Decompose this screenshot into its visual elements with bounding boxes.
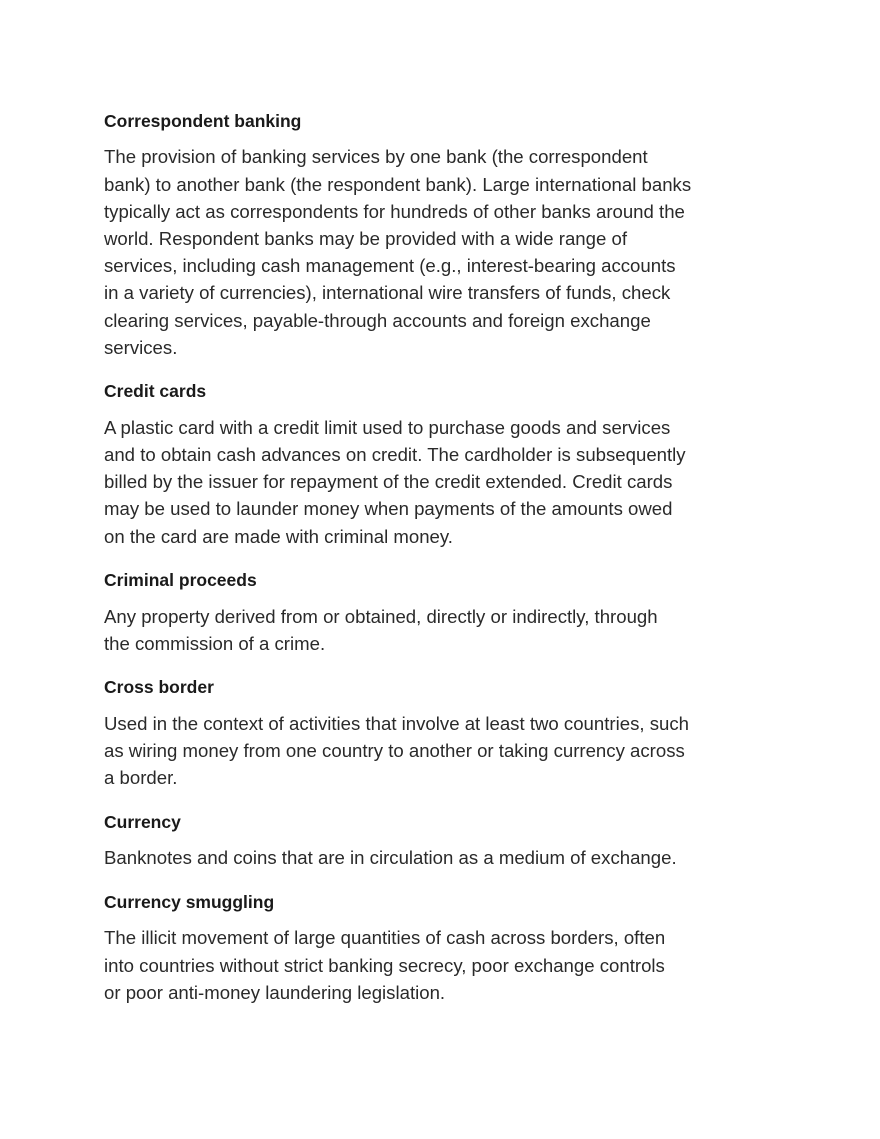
definition-line: a border. <box>104 767 178 789</box>
definition-line: as wiring money from one country to another or taking currency across <box>104 740 685 762</box>
definition-line: into countries without strict banking secrecy, poor exchange controls <box>104 954 665 976</box>
glossary-entry <box>104 811 804 872</box>
glossary-entry <box>104 891 804 1006</box>
definition-line: services. <box>104 336 178 358</box>
definition-line: the commission of a crime. <box>104 632 326 654</box>
glossary-term: Correspondent banking <box>104 111 302 131</box>
definition-line: typically act as correspondents for hundreds of other banks around the <box>104 200 685 222</box>
glossary-page <box>104 110 804 1025</box>
definition-line: on the card are made with criminal money. <box>104 525 453 547</box>
definition-line: The illicit movement of large quantities of cash across borders, often <box>104 927 666 949</box>
definition-line: Banknotes and coins that are in circulation as a medium of exchange. <box>104 847 677 869</box>
definition-line: The provision of banking services by one bank (the correspondent <box>104 146 648 168</box>
glossary-entry <box>104 569 804 657</box>
definition-line: or poor anti-money laundering legislation. <box>104 981 446 1003</box>
definition-line: bank) to another bank (the respondent bank). Large international banks <box>104 173 692 195</box>
definition-line: in a variety of currencies), international wire transfers of funds, check <box>104 282 671 304</box>
glossary-term: Currency <box>104 811 181 832</box>
definition-line: billed by the issuer for repayment of the credit extended. Credit cards <box>104 471 673 493</box>
definition-line: services, including cash management (e.g., interest-bearing accounts <box>104 255 676 277</box>
definition-line: clearing services, payable-through accounts and foreign exchange <box>104 309 651 331</box>
glossary-term: Credit cards <box>104 381 207 402</box>
definition-line: and to obtain cash advances on credit. The cardholder is subsequently <box>104 443 686 465</box>
glossary-term: Cross border <box>104 677 214 698</box>
glossary-term: Currency smuggling <box>104 892 275 913</box>
definition-line: Used in the context of activities that involve at least two countries, such <box>104 712 689 734</box>
definition-line: A plastic card with a credit limit used to purchase goods and services <box>104 416 671 438</box>
definition-line: may be used to launder money when payments of the amounts owed <box>104 498 673 520</box>
definition-line: Any property derived from or obtained, directly or indirectly, through <box>104 605 658 627</box>
glossary-entry <box>104 110 804 361</box>
glossary-entry <box>104 380 804 549</box>
definition-line: world. Respondent banks may be provided with a wide range of <box>104 227 627 249</box>
glossary-term: Criminal proceeds <box>104 570 257 591</box>
glossary-entry <box>104 676 804 791</box>
